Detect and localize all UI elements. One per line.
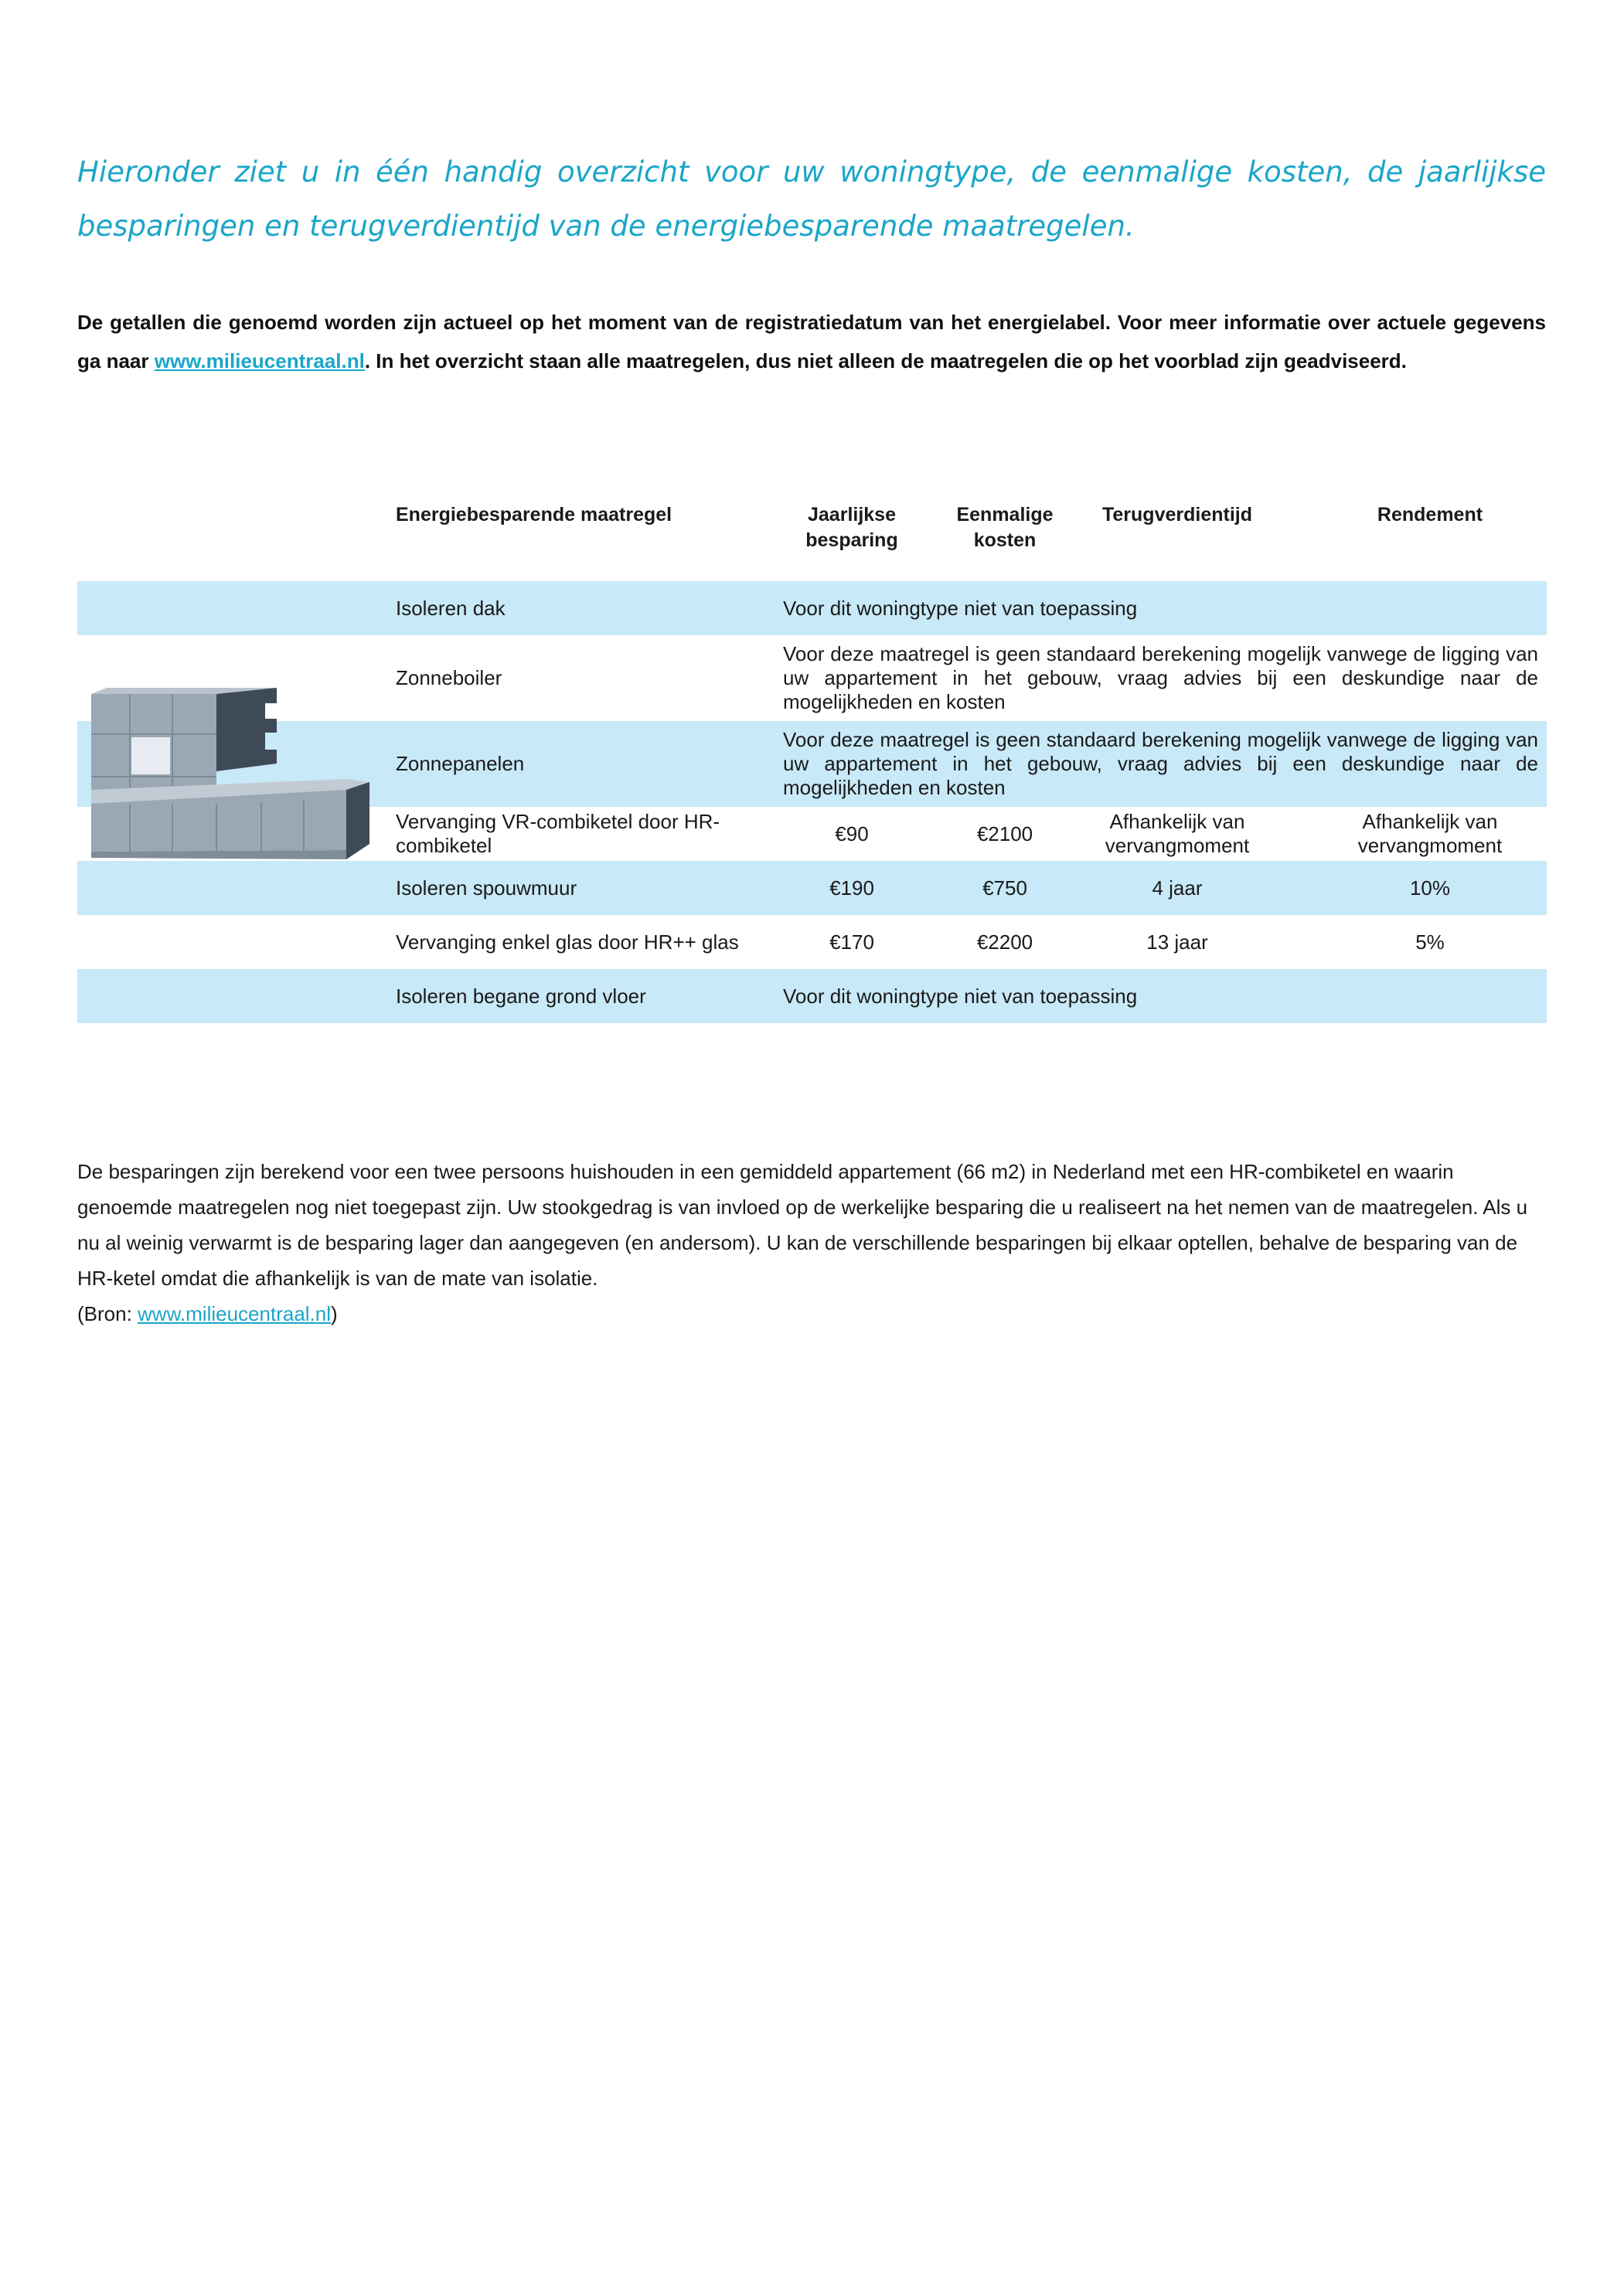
notice-text-1: De getallen die genoemd worden zijn actueel op het moment van de registratiedatum van het energielabel. Voor meer informatie over actuele gegevens ga naar (77, 311, 1546, 372)
footer-text: De besparingen zijn berekend voor een twee persoons huishouden in een gemiddeld appartement (66 m2) in Nederland met een HR-combiketel en waarin genoemde maatregelen nog niet toegepast zijn. Uw stookgedrag is van invloed op de werkelijke besparing die u realiseert na het nemen van de maatregelen. Als u nu al weinig verwarmt is de besparing lager dan aangegeven (en andersom). U kan de verschillende besparingen bij elkaar optellen, behalve de besparing van de HR-ketel omdat die afhankelijk is van de mate van isolatie. (77, 1160, 1528, 1290)
header-payback: Terugverdientijd (1101, 504, 1252, 526)
header-yearly-line2: besparing (805, 529, 898, 551)
header-return: Rendement (1377, 504, 1483, 526)
header-once (937, 502, 1073, 553)
header-yearly (782, 502, 921, 553)
measure-name: Vervanging enkel glas door HR++ glas (396, 930, 739, 954)
payback-time: 13 jaar (1146, 930, 1208, 954)
source-prefix: (Bron: (77, 1302, 138, 1325)
header-measure: Energiebesparende maatregel (396, 504, 672, 526)
return-rate: 10% (1409, 876, 1451, 900)
one-time-cost: €2100 (976, 821, 1033, 845)
table-row (77, 581, 1547, 635)
table-row (77, 969, 1547, 1023)
header-once-line2: kosten (973, 529, 1037, 551)
table-header (77, 495, 1547, 581)
milieucentraal-link[interactable]: www.milieucentraal.nl (154, 349, 365, 372)
measure-name: Zonneboiler (396, 666, 502, 689)
intro-heading: Hieronder ziet u in één handig overzicht voor uw woningtype, de eenmalige kosten, de jaarlijkse besparingen en terugverdientijd van de energiebesparende maatregelen. (77, 155, 1546, 243)
measure-name: Isoleren spouwmuur (396, 876, 577, 900)
payback-time: 4 jaar (1152, 876, 1203, 900)
payback-time: Afhankelijk van vervangmoment (1105, 810, 1250, 857)
one-time-cost: €2200 (976, 930, 1033, 954)
notice-text-2: . In het overzicht staan alle maatregelen, dus niet alleen de maatregelen die op het voorblad zijn geadviseerd. (364, 349, 1407, 372)
yearly-saving: €190 (829, 876, 874, 900)
yearly-saving: €170 (829, 930, 874, 954)
measure-name: Zonnepanelen (396, 752, 525, 775)
measure-note: Voor dit woningtype niet van toepassing (783, 984, 1138, 1008)
source-suffix: ) (331, 1302, 338, 1325)
return-rate: 5% (1415, 930, 1445, 954)
apartment-building-icon (83, 688, 377, 873)
measure-note: Voor deze maatregel is geen standaard berekening mogelijk vanwege de ligging van uw appartement in het gebouw, vraag advies bij een deskundige naar de mogelijkheden en kosten (783, 728, 1538, 799)
return-rate: Afhankelijk van vervangmoment (1357, 810, 1503, 857)
measure-note: Voor dit woningtype niet van toepassing (783, 596, 1138, 620)
measure-name: Isoleren begane grond vloer (396, 984, 646, 1008)
measure-name: Vervanging VR-combiketel door HR-combiketel (396, 810, 720, 857)
footer-source (77, 1296, 1546, 1332)
one-time-cost: €750 (982, 876, 1027, 900)
measure-note: Voor deze maatregel is geen standaard berekening mogelijk vanwege de ligging van uw appartement in het gebouw, vraag advies bij een deskundige naar de mogelijkheden en kosten (783, 642, 1538, 713)
footer-note (77, 1154, 1546, 1332)
header-yearly-line1: Jaarlijkse (808, 504, 896, 526)
source-link[interactable]: www.milieucentraal.nl (138, 1302, 332, 1325)
table-row (77, 915, 1547, 969)
measure-name: Isoleren dak (396, 596, 506, 620)
yearly-saving: €90 (835, 821, 869, 845)
notice-paragraph (77, 303, 1546, 380)
header-once-line1: Eenmalige (956, 504, 1054, 526)
